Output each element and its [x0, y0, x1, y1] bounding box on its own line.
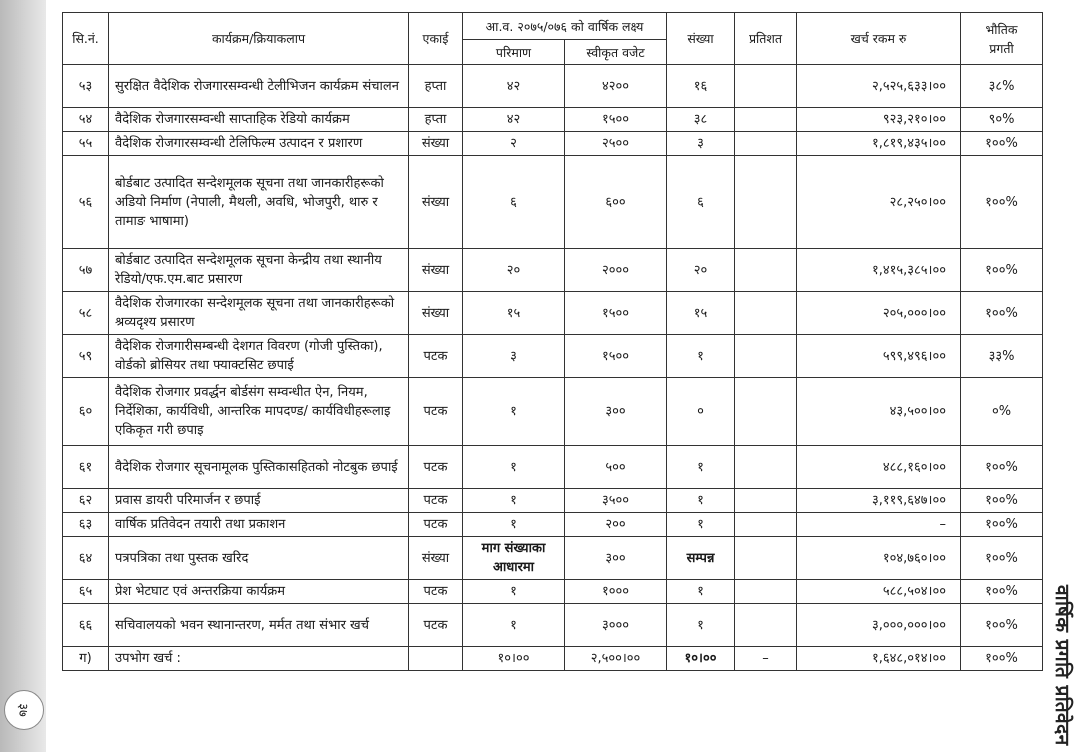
header-percent: प्रतिशत	[735, 13, 797, 65]
table-row	[63, 156, 1043, 249]
row-expense: ३,११९,६४७।००	[797, 489, 961, 513]
row-budget: ६००	[565, 156, 667, 249]
page-number: ३७	[4, 690, 44, 730]
row-unit: पटक	[409, 378, 463, 446]
row-percent	[735, 537, 797, 580]
table-row	[63, 132, 1043, 156]
header-sn: सि.नं.	[63, 13, 109, 65]
row-progress: ०%	[961, 378, 1043, 446]
row-unit: पटक	[409, 446, 463, 489]
row-quantity: ६	[463, 156, 565, 249]
row-expense: १,८१९,४३५।००	[797, 132, 961, 156]
row-program: बोर्डबाट उत्पादित सन्देशमूलक सूचना तथा जानकारीहरूको अडियो निर्माण (नेपाली, मैथली, अवधि, भोजपुरी, थारु र तामाङ भाषामा)	[109, 156, 409, 249]
header-program: कार्यक्रम/क्रियाकलाप	[109, 13, 409, 65]
row-progress: १००%	[961, 604, 1043, 647]
row-quantity: ४२	[463, 108, 565, 132]
row-percent	[735, 446, 797, 489]
row-budget: ३५००	[565, 489, 667, 513]
row-expense: ९२३,२१०।००	[797, 108, 961, 132]
table-row	[63, 580, 1043, 604]
row-expense: ५९९,४९६।००	[797, 335, 961, 378]
header-annual-target: आ.व. २०७५/०७६ को वार्षिक लक्ष्य	[463, 13, 667, 40]
row-sn: ५७	[63, 249, 109, 292]
row-percent	[735, 604, 797, 647]
row-quantity: १५	[463, 292, 565, 335]
row-count: ०	[667, 378, 735, 446]
row-unit: पटक	[409, 335, 463, 378]
row-quantity: १०।००	[463, 647, 565, 671]
row-sn: ६६	[63, 604, 109, 647]
header-physical-progress-line2: प्रगती	[989, 40, 1014, 56]
row-count: १०।००	[667, 647, 735, 671]
row-count: ३८	[667, 108, 735, 132]
row-budget: २००	[565, 513, 667, 537]
row-budget: ३००	[565, 378, 667, 446]
row-count: १	[667, 446, 735, 489]
header-approved-budget: स्वीकृत वजेट	[565, 40, 667, 65]
row-percent	[735, 132, 797, 156]
row-count: ६	[667, 156, 735, 249]
table-row	[63, 378, 1043, 446]
row-expense: २०५,०००।००	[797, 292, 961, 335]
row-program: उपभोग खर्च :	[109, 647, 409, 671]
row-percent	[735, 156, 797, 249]
row-count: ३	[667, 132, 735, 156]
row-expense: १,४१५,३८५।००	[797, 249, 961, 292]
table-row	[63, 537, 1043, 580]
row-percent	[735, 513, 797, 537]
row-progress: १००%	[961, 132, 1043, 156]
header-quantity: परिमाण	[463, 40, 565, 65]
row-count: १	[667, 489, 735, 513]
row-expense: ४८८,१६०।००	[797, 446, 961, 489]
row-budget: २५००	[565, 132, 667, 156]
row-sn: ६२	[63, 489, 109, 513]
header-unit: एकाई	[409, 13, 463, 65]
row-count: १६	[667, 65, 735, 108]
table-row	[63, 647, 1043, 671]
row-unit: संख्या	[409, 249, 463, 292]
row-percent	[735, 108, 797, 132]
row-budget: १०००	[565, 580, 667, 604]
row-count: १	[667, 580, 735, 604]
progress-table	[62, 12, 1043, 671]
row-count: १	[667, 513, 735, 537]
table-row	[63, 335, 1043, 378]
row-budget: १५००	[565, 335, 667, 378]
row-progress: १००%	[961, 292, 1043, 335]
row-progress: ३८%	[961, 65, 1043, 108]
row-percent	[735, 292, 797, 335]
row-program: वैदेशिक रोजगार प्रवर्द्धन बोर्डसंग सम्वन्धीत ऐन, नियम, निर्देशिका, कार्यविधी, आन्तरिक मापदण्ड/ कार्यविधीहरूलाइ एकिकृत गरी छपाइ	[109, 378, 409, 446]
table-row	[63, 65, 1043, 108]
row-program: वैदेशिक रोजगार सूचनामूलक पुस्तिकासहितको नोटबुक छपाई	[109, 446, 409, 489]
row-sn: ६५	[63, 580, 109, 604]
row-sn: ग)	[63, 647, 109, 671]
row-unit: पटक	[409, 604, 463, 647]
row-sn: ५६	[63, 156, 109, 249]
row-budget: १५००	[565, 292, 667, 335]
row-unit: हप्ता	[409, 108, 463, 132]
row-progress: १००%	[961, 156, 1043, 249]
row-expense: १,६४८,०१४।००	[797, 647, 961, 671]
row-unit: संख्या	[409, 292, 463, 335]
row-count: १५	[667, 292, 735, 335]
row-count: १	[667, 335, 735, 378]
row-count: सम्पन्न	[667, 537, 735, 580]
row-quantity: माग संख्याका आधारमा	[463, 537, 565, 580]
row-quantity: ४२	[463, 65, 565, 108]
table-row	[63, 513, 1043, 537]
table-row	[63, 604, 1043, 647]
row-unit	[409, 647, 463, 671]
header-count: संख्या	[667, 13, 735, 65]
row-unit: पटक	[409, 580, 463, 604]
header-expense: खर्च रकम रु	[797, 13, 961, 65]
row-budget: ४२००	[565, 65, 667, 108]
row-sn: ६१	[63, 446, 109, 489]
row-unit: हप्ता	[409, 65, 463, 108]
row-budget: २,५००।००	[565, 647, 667, 671]
row-percent	[735, 378, 797, 446]
row-quantity: १	[463, 378, 565, 446]
table-row	[63, 108, 1043, 132]
row-percent	[735, 65, 797, 108]
row-unit: संख्या	[409, 156, 463, 249]
row-quantity: ३	[463, 335, 565, 378]
row-progress: ३३%	[961, 335, 1043, 378]
row-unit: पटक	[409, 489, 463, 513]
row-sn: ५९	[63, 335, 109, 378]
row-progress: १००%	[961, 249, 1043, 292]
left-margin-band	[0, 0, 46, 752]
row-sn: ५५	[63, 132, 109, 156]
row-progress: १००%	[961, 446, 1043, 489]
row-program: वैदेशिक रोजगारसम्वन्धी साप्ताहिक रेडियो कार्यक्रम	[109, 108, 409, 132]
row-quantity: १	[463, 489, 565, 513]
table-row	[63, 292, 1043, 335]
table-row	[63, 489, 1043, 513]
row-percent	[735, 580, 797, 604]
row-unit: पटक	[409, 513, 463, 537]
row-expense: –	[797, 513, 961, 537]
row-expense: ४३,५००।००	[797, 378, 961, 446]
header-physical-progress	[961, 13, 1043, 65]
table-row	[63, 446, 1043, 489]
row-program: प्रेश भेटघाट एवं अन्तरक्रिया कार्यक्रम	[109, 580, 409, 604]
row-budget: २०००	[565, 249, 667, 292]
header-physical-progress-line1: भौतिक	[985, 21, 1018, 37]
row-progress: १००%	[961, 580, 1043, 604]
row-expense: २८,२५०।००	[797, 156, 961, 249]
row-progress: १००%	[961, 489, 1043, 513]
row-budget: १५००	[565, 108, 667, 132]
row-expense: १०४,७६०।००	[797, 537, 961, 580]
row-budget: ३००	[565, 537, 667, 580]
row-unit: संख्या	[409, 537, 463, 580]
row-progress: १००%	[961, 537, 1043, 580]
row-program: वार्षिक प्रतिवेदन तयारी तथा प्रकाशन	[109, 513, 409, 537]
row-expense: ५८८,५०४।००	[797, 580, 961, 604]
row-progress: १००%	[961, 647, 1043, 671]
row-program: वैदेशिक रोजगारसम्वन्धी टेलिफिल्म उत्पादन र प्रशारण	[109, 132, 409, 156]
side-report-title: वार्षिक प्रगति प्रतिवेदन	[1051, 584, 1073, 746]
row-expense: २,५२५,६३३।००	[797, 65, 961, 108]
row-unit: संख्या	[409, 132, 463, 156]
row-sn: ६०	[63, 378, 109, 446]
row-quantity: १	[463, 604, 565, 647]
row-sn: ५८	[63, 292, 109, 335]
row-sn: ५४	[63, 108, 109, 132]
row-count: १	[667, 604, 735, 647]
row-program: वैदेशिक रोजगारीसम्बन्धी देशगत विवरण (गोजी पुस्तिका), वोर्डको ब्रोसियर तथा फ्याक्टसिट छपाई	[109, 335, 409, 378]
row-progress: ९०%	[961, 108, 1043, 132]
row-quantity: २	[463, 132, 565, 156]
row-progress: १००%	[961, 513, 1043, 537]
row-sn: ६३	[63, 513, 109, 537]
row-percent	[735, 249, 797, 292]
row-sn: ५३	[63, 65, 109, 108]
row-budget: ३०००	[565, 604, 667, 647]
row-program: पत्रपत्रिका तथा पुस्तक खरिद	[109, 537, 409, 580]
row-program: वैदेशिक रोजगारका सन्देशमूलक सूचना तथा जानकारीहरूको श्रव्यदृश्य प्रसारण	[109, 292, 409, 335]
row-percent	[735, 489, 797, 513]
row-percent: –	[735, 647, 797, 671]
row-percent	[735, 335, 797, 378]
row-program: बोर्डबाट उत्पादित सन्देशमूलक सूचना केन्द्रीय तथा स्थानीय रेडियो/एफ.एम.बाट प्रसारण	[109, 249, 409, 292]
row-budget: ५००	[565, 446, 667, 489]
row-quantity: १	[463, 446, 565, 489]
row-expense: ३,०००,०००।००	[797, 604, 961, 647]
row-count: २०	[667, 249, 735, 292]
row-program: प्रवास डायरी परिमार्जन र छपाई	[109, 489, 409, 513]
table-row	[63, 249, 1043, 292]
row-quantity: २०	[463, 249, 565, 292]
row-quantity: १	[463, 513, 565, 537]
row-program: सुरक्षित वैदेशिक रोजगारसम्वन्धी टेलीभिजन कार्यक्रम संचालन	[109, 65, 409, 108]
row-program: सचिवालयको भवन स्थानान्तरण, मर्मत तथा संभार खर्च	[109, 604, 409, 647]
row-sn: ६४	[63, 537, 109, 580]
row-quantity: १	[463, 580, 565, 604]
